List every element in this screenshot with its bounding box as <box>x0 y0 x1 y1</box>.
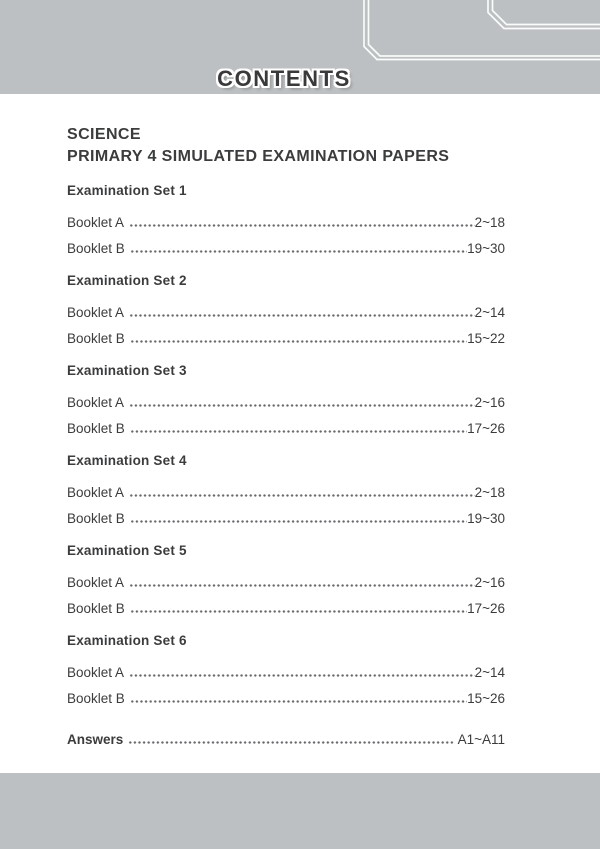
booklet-label: Booklet A <box>67 215 125 230</box>
toc-row <box>67 321 505 347</box>
toc-row <box>67 205 505 231</box>
toc-row <box>67 385 505 411</box>
answers-row <box>67 722 505 748</box>
toc-row <box>67 231 505 257</box>
dot-leader <box>129 295 475 321</box>
subject-line-1: SCIENCE <box>67 126 141 143</box>
set-heading: Examination Set 5 <box>67 543 187 558</box>
dot-leader <box>129 475 475 501</box>
page-range: 19~30 <box>467 511 505 526</box>
exam-set-5 <box>67 542 505 617</box>
dot-leader <box>130 501 467 527</box>
booklet-label: Booklet A <box>67 395 125 410</box>
page-range: 2~14 <box>474 305 505 320</box>
exam-set-3 <box>67 362 505 437</box>
toc-row <box>67 681 505 707</box>
toc-row <box>67 411 505 437</box>
dot-leader <box>129 205 475 231</box>
page-range: 2~14 <box>474 665 505 680</box>
set-heading: Examination Set 4 <box>67 453 187 468</box>
dot-leader <box>130 591 467 617</box>
footer-bar <box>0 773 600 849</box>
page-range: 17~26 <box>467 421 505 436</box>
booklet-label: Booklet B <box>67 331 125 346</box>
booklet-label: Booklet A <box>67 665 125 680</box>
page-range: 19~30 <box>467 241 505 256</box>
page-range: 2~16 <box>474 575 505 590</box>
booklet-label: Booklet A <box>67 485 125 500</box>
toc-row <box>67 295 505 321</box>
dot-leader <box>130 681 467 707</box>
exam-set-4 <box>67 452 505 527</box>
booklet-label: Booklet B <box>67 511 125 526</box>
booklet-label: Booklet A <box>67 575 125 590</box>
toc-row <box>67 655 505 681</box>
dot-leader <box>130 411 467 437</box>
dot-leader <box>130 231 467 257</box>
subject-line-2: PRIMARY 4 SIMULATED EXAMINATION PAPERS <box>67 148 450 165</box>
dot-leader <box>128 722 454 748</box>
booklet-label: Booklet A <box>67 305 125 320</box>
toc-row <box>67 565 505 591</box>
page-range: 2~16 <box>474 395 505 410</box>
set-heading: Examination Set 2 <box>67 273 187 288</box>
dot-leader <box>129 385 475 411</box>
dot-leader <box>129 655 475 681</box>
booklet-label: Booklet B <box>67 601 125 616</box>
set-heading: Examination Set 1 <box>67 183 187 198</box>
toc-row <box>67 501 505 527</box>
page-range: 17~26 <box>467 601 505 616</box>
answers-label: Answers <box>67 732 124 747</box>
toc-row <box>67 475 505 501</box>
toc-content <box>0 94 600 748</box>
page-range: 15~26 <box>467 691 505 706</box>
answers-page-range: A1~A11 <box>457 732 505 747</box>
subject-title <box>67 124 505 168</box>
exam-set-6 <box>67 632 505 707</box>
exam-set-2 <box>67 272 505 347</box>
exam-set-1 <box>67 182 505 257</box>
page-range: 2~18 <box>474 485 505 500</box>
page-range: 2~18 <box>474 215 505 230</box>
page-title: CONTENTS <box>217 66 351 91</box>
booklet-label: Booklet B <box>67 421 125 436</box>
booklet-label: Booklet B <box>67 241 125 256</box>
booklet-label: Booklet B <box>67 691 125 706</box>
set-heading: Examination Set 6 <box>67 633 187 648</box>
page-range: 15~22 <box>467 331 505 346</box>
toc-row <box>67 591 505 617</box>
dot-leader <box>129 565 475 591</box>
dot-leader <box>130 321 467 347</box>
contents-banner <box>0 0 600 94</box>
set-heading: Examination Set 3 <box>67 363 187 378</box>
